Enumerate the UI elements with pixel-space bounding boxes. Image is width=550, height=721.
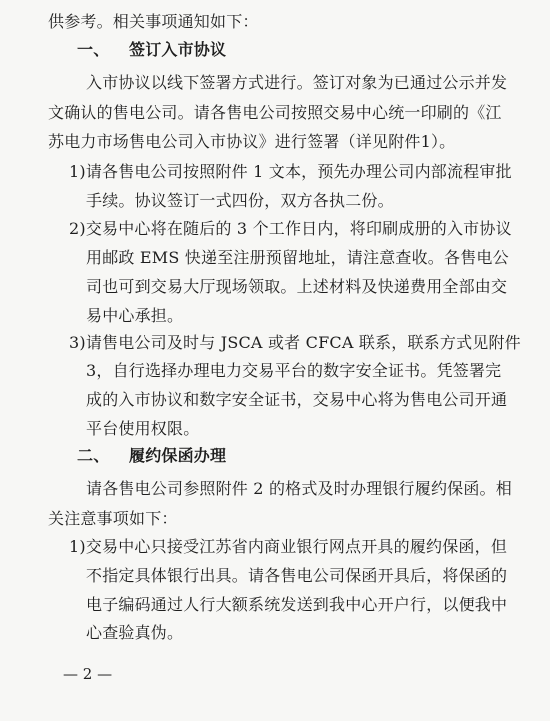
section-1-item-2-line: 易中心承担。 [86, 306, 184, 325]
section-1-item-3-line: 3)请售电公司及时与 JSCA 或者 CFCA 联系，联系方式见附件 [69, 333, 521, 352]
section-1-item-3-line: 3，自行选择办理电力交易平台的数字安全证书。凭签署完 [86, 361, 502, 380]
section-2-heading [77, 446, 226, 466]
section-2-item-1-line: 电子编码通过人行大额系统发送到我中心开户行，以便我中 [86, 595, 508, 614]
section-1-item-2-line: 司也可到交易大厅现场领取。上述材料及快递费用全部由交 [86, 277, 508, 296]
section-2-item-1-line: 不指定具体银行出具。请各售电公司保函开具后，将保函的 [86, 566, 508, 585]
section-1-item-3-line: 成的入市协议和数字安全证书，交易中心将为售电公司开通 [86, 390, 508, 409]
section-1-item-3-line: 平台使用权限。 [86, 419, 200, 438]
section-1-para-line: 文确认的售电公司。请各售电公司按照交易中心统一印刷的《江 [48, 103, 502, 122]
section-1-item-2-line: 用邮政 EMS 快递至注册预留地址，请注意查收。各售电公 [86, 248, 509, 267]
section-1-para-line: 入市协议以线下签署方式进行。签订对象为已通过公示并发 [86, 73, 508, 92]
section-1-number: 一、 [77, 40, 110, 59]
section-2-para-line: 关注意事项如下： [48, 509, 178, 528]
section-2-para-line: 请各售电公司参照附件 2 的格式及时办理银行履约保函。相 [86, 479, 512, 498]
section-1-heading [77, 40, 226, 60]
section-2-item-1-line: 1)交易中心只接受江苏省内商业银行网点开具的履约保函，但 [69, 537, 508, 556]
section-1-para-line: 苏电力市场售电公司入市协议》进行签署（详见附件1）。 [48, 132, 456, 151]
section-2-item-1-line: 心查验真伪。 [86, 623, 184, 642]
page-number: — 2 — [63, 665, 113, 683]
intro-tail: 供参考。相关事项通知如下： [48, 12, 259, 31]
section-1-title: 签订入市协议 [129, 40, 227, 59]
section-1-item-1-line: 1)请各售电公司按照附件 1 文本，预先办理公司内部流程审批 [69, 162, 512, 181]
section-1-item-1-line: 手续。协议签订一式四份，双方各执二份。 [86, 191, 394, 210]
section-2-number: 二、 [77, 446, 110, 465]
section-2-title: 履约保函办理 [129, 446, 227, 465]
section-1-item-2-line: 2)交易中心将在随后的 3 个工作日内，将印刷成册的入市协议 [69, 219, 512, 238]
